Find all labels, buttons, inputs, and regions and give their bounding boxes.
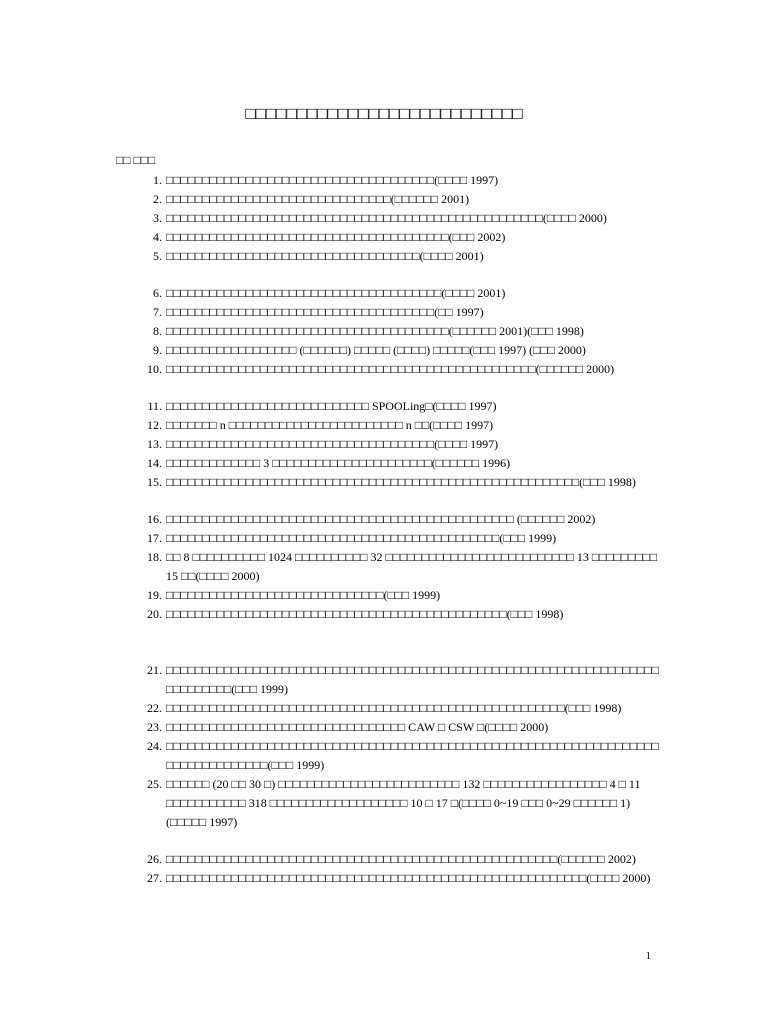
item-number: 20. [147,607,162,621]
list-item [140,190,660,209]
list-item [140,247,660,266]
item-text: □□□□□□□□□□□□□□□□□□□□□□□□□□□□□□□□□□□□□□□□□□□□□□□□□□□□□□□□□□□□□□□□□□□□□□□□□□□□□□□□□□(□□□ 1999) [166,739,659,772]
item-text: □□□□□□□□□□□□□□□□□□□□□□□□□□□□□□□□□□□□□□□□□□□□□□□□ (□□□□□□ 2002) [166,512,596,526]
item-number: 21. [147,663,162,677]
item-number: 25. [147,777,162,791]
list-item [140,718,660,737]
item-text: □□□□□□□□□□□□□□□□□□□□□□□□□□□□□□□□□□□□□(□□ 1997) [166,305,484,319]
item-number: 3. [153,211,162,225]
group-spacer [140,492,660,510]
item-text: □□□□□□□□□□□□□□□□□□□□□□□□□□□□□□□□□□□□□□□□□□□□□□□□□□□□□□□□□(□□□ 1998) [166,475,636,489]
item-text: □□□□□□□□□□□□□□□□□□□□□□□□□□□□□□□□□□□(□□□□ 2001) [166,249,484,263]
item-text: □□□□□□□□□□□□□□□□□□ (□□□□□□) □□□□□ (□□□□) □□□□□(□□□ 1997) (□□□ 2000) [166,343,586,357]
item-text: □□□□□□□□□□□□□□□□□□□□□□□□□□□□□□□□□□□□□(□□□□ 1997) [166,437,499,451]
list-item [140,416,660,435]
item-number: 19. [147,588,162,602]
list-item [140,228,660,247]
question-list [140,171,660,888]
list-item [140,284,660,303]
item-text: □□□□□□□□□□□□□□□□□□□□□□□□□□□□□□□□□□□□□(□□□□ 1997) [166,173,499,187]
item-number: 10. [147,362,162,376]
item-number: 6. [153,286,162,300]
list-item [140,397,660,416]
item-number: 9. [153,343,162,357]
group-spacer [140,624,660,661]
item-number: 13. [147,437,162,451]
item-number: 15. [147,475,162,489]
item-number: 12. [147,418,162,432]
item-number: 22. [147,701,162,715]
item-text: □□□□□□□□□□□□□□□□□□□□□□□□□□□□□□□□□□□□□□□□□□□□□□□□□□□□□□□□□□□□□□□□□□□□□□□□□□□□□(□□□ 1999) [166,663,659,696]
item-number: 23. [147,720,162,734]
list-item [140,737,660,775]
list-item [140,341,660,360]
group-spacer [140,832,660,850]
item-text: □□□□□□□□□□□□□□□□□□□□□□□□□□□□□□□□□□□□□□□□□□□□□□□□□□□□□□□□□□(□□□□ 2000) [166,871,651,885]
list-item [140,605,660,624]
list-item [140,586,660,605]
item-text: □□□□□□□□□□□□□□□□□□□□□□□□□□□□□□□□□□□□□□□□□□□□□□□(□□□ 1998) [166,607,564,621]
item-number: 18. [147,550,162,564]
item-number: 8. [153,324,162,338]
item-text: □□□□□□□□□□□□□□□□□□□□□□□□□□□□□□□□□□□□□□□□□□□□□□(□□□ 1999) [166,531,557,545]
item-text: □□□□□□□□□□□□□□□□□□□□□□□□□□□□ SPOOLing□(□□□□ 1997) [166,399,497,413]
list-item [140,775,660,832]
list-item [140,171,660,190]
item-number: 16. [147,512,162,526]
section-heading: □□ □□□ [116,153,156,167]
list-item [140,303,660,322]
list-item [140,454,660,473]
group-spacer [140,379,660,397]
item-number: 14. [147,456,162,470]
list-item [140,435,660,454]
item-number: 17. [147,531,162,545]
item-text: □□□□□□□□□□□□□□□□□□□□□□□□□□□□□□□□□□□□□□□□□□□□□□□□□□□(□□□□□□ 2000) [166,362,615,376]
item-number: 24. [147,739,162,753]
item-text: □□ 8 □□□□□□□□□□ 1024 □□□□□□□□□□ 32 □□□□□□□□□□□□□□□□□□□□□□□□□□ 13 □□□□□□□□□ 15 □□(□□□□ 2000) [166,550,658,583]
item-text: □□□□□□□□□□□□□□□□□□□□□□□□□□□□□□□□□□□□□□□□□□□□□□□□□□□□(□□□□ 2000) [166,211,607,225]
item-text: □□□□□□□□□□□□□□□□□□□□□□□□□□□□□□□□□□□□□□□(□□□ 2002) [166,230,506,244]
list-item [140,360,660,379]
item-number: 27. [147,871,162,885]
item-number: 26. [147,852,162,866]
item-text: □□□□□□□□□□□□□□□□□□□□□□□□□□□□□□□□□□□□□□□(□□□□□□ 2001)(□□□ 1998) [166,324,584,338]
item-number: 2. [153,192,162,206]
item-text: □□□□□□□□□□□□□□□□□□□□□□□□□□□□□□□□□□□□□□(□□□□ 2001) [166,286,506,300]
item-text: □□□□□□□□□□□□□□□□□□□□□□□□□□□□□□□□□ CAW □ CSW □(□□□□ 2000) [166,720,549,734]
list-item [140,850,660,869]
list-item [140,529,660,548]
page-number: 1 [645,950,651,962]
list-item [140,510,660,529]
group-spacer [140,266,660,284]
item-text: □□□□□□□□□□□□□□□□□□□□□□□□□□□□□□□□□□□□□□□□□□□□□□□□□□□□□□□(□□□ 1998) [166,701,622,715]
item-number: 7. [153,305,162,319]
item-number: 4. [153,230,162,244]
item-number: 5. [153,249,162,263]
item-text: □□□□□□□□□□□□□ 3 □□□□□□□□□□□□□□□□□□□□□□(□□□□□□ 1996) [166,456,511,470]
list-item [140,473,660,492]
item-text: □□□□□□□□□□□□□□□□□□□□□□□□□□□□□□□(□□□□□□ 2001) [166,192,470,206]
item-text: □□□□□□□□□□□□□□□□□□□□□□□□□□□□□□□□□□□□□□□□□□□□□□□□□□□□□□(□□□□□□ 2002) [166,852,636,866]
list-item [140,869,660,888]
list-item [140,209,660,228]
item-text: □□□□□□ (20 □□ 30 □) □□□□□□□□□□□□□□□□□□□□□□□□□ 132 □□□□□□□□□□□□□□□□□ 4 □ 11 □□□□□□□□□□□ 318 □□□□□□□□□□□□□□□□□□□ 10 □ 17 □(□□□□ 0~19 □□□ 0~29 □□□□□□ 1)(□□□□□ 1997) [166,777,641,829]
item-number: 11. [147,399,162,413]
item-text: □□□□□□□ n □□□□□□□□□□□□□□□□□□□□□□□□ n □□(□□□□ 1997) [166,418,494,432]
list-item [140,699,660,718]
list-item [140,661,660,699]
list-item [140,548,660,586]
item-number: 1. [153,173,162,187]
list-item [140,322,660,341]
item-text: □□□□□□□□□□□□□□□□□□□□□□□□□□□□□□(□□□ 1999) [166,588,441,602]
document-title: □□□□□□□□□□□□□□□□□□□□□□□□□□□ [245,104,523,123]
